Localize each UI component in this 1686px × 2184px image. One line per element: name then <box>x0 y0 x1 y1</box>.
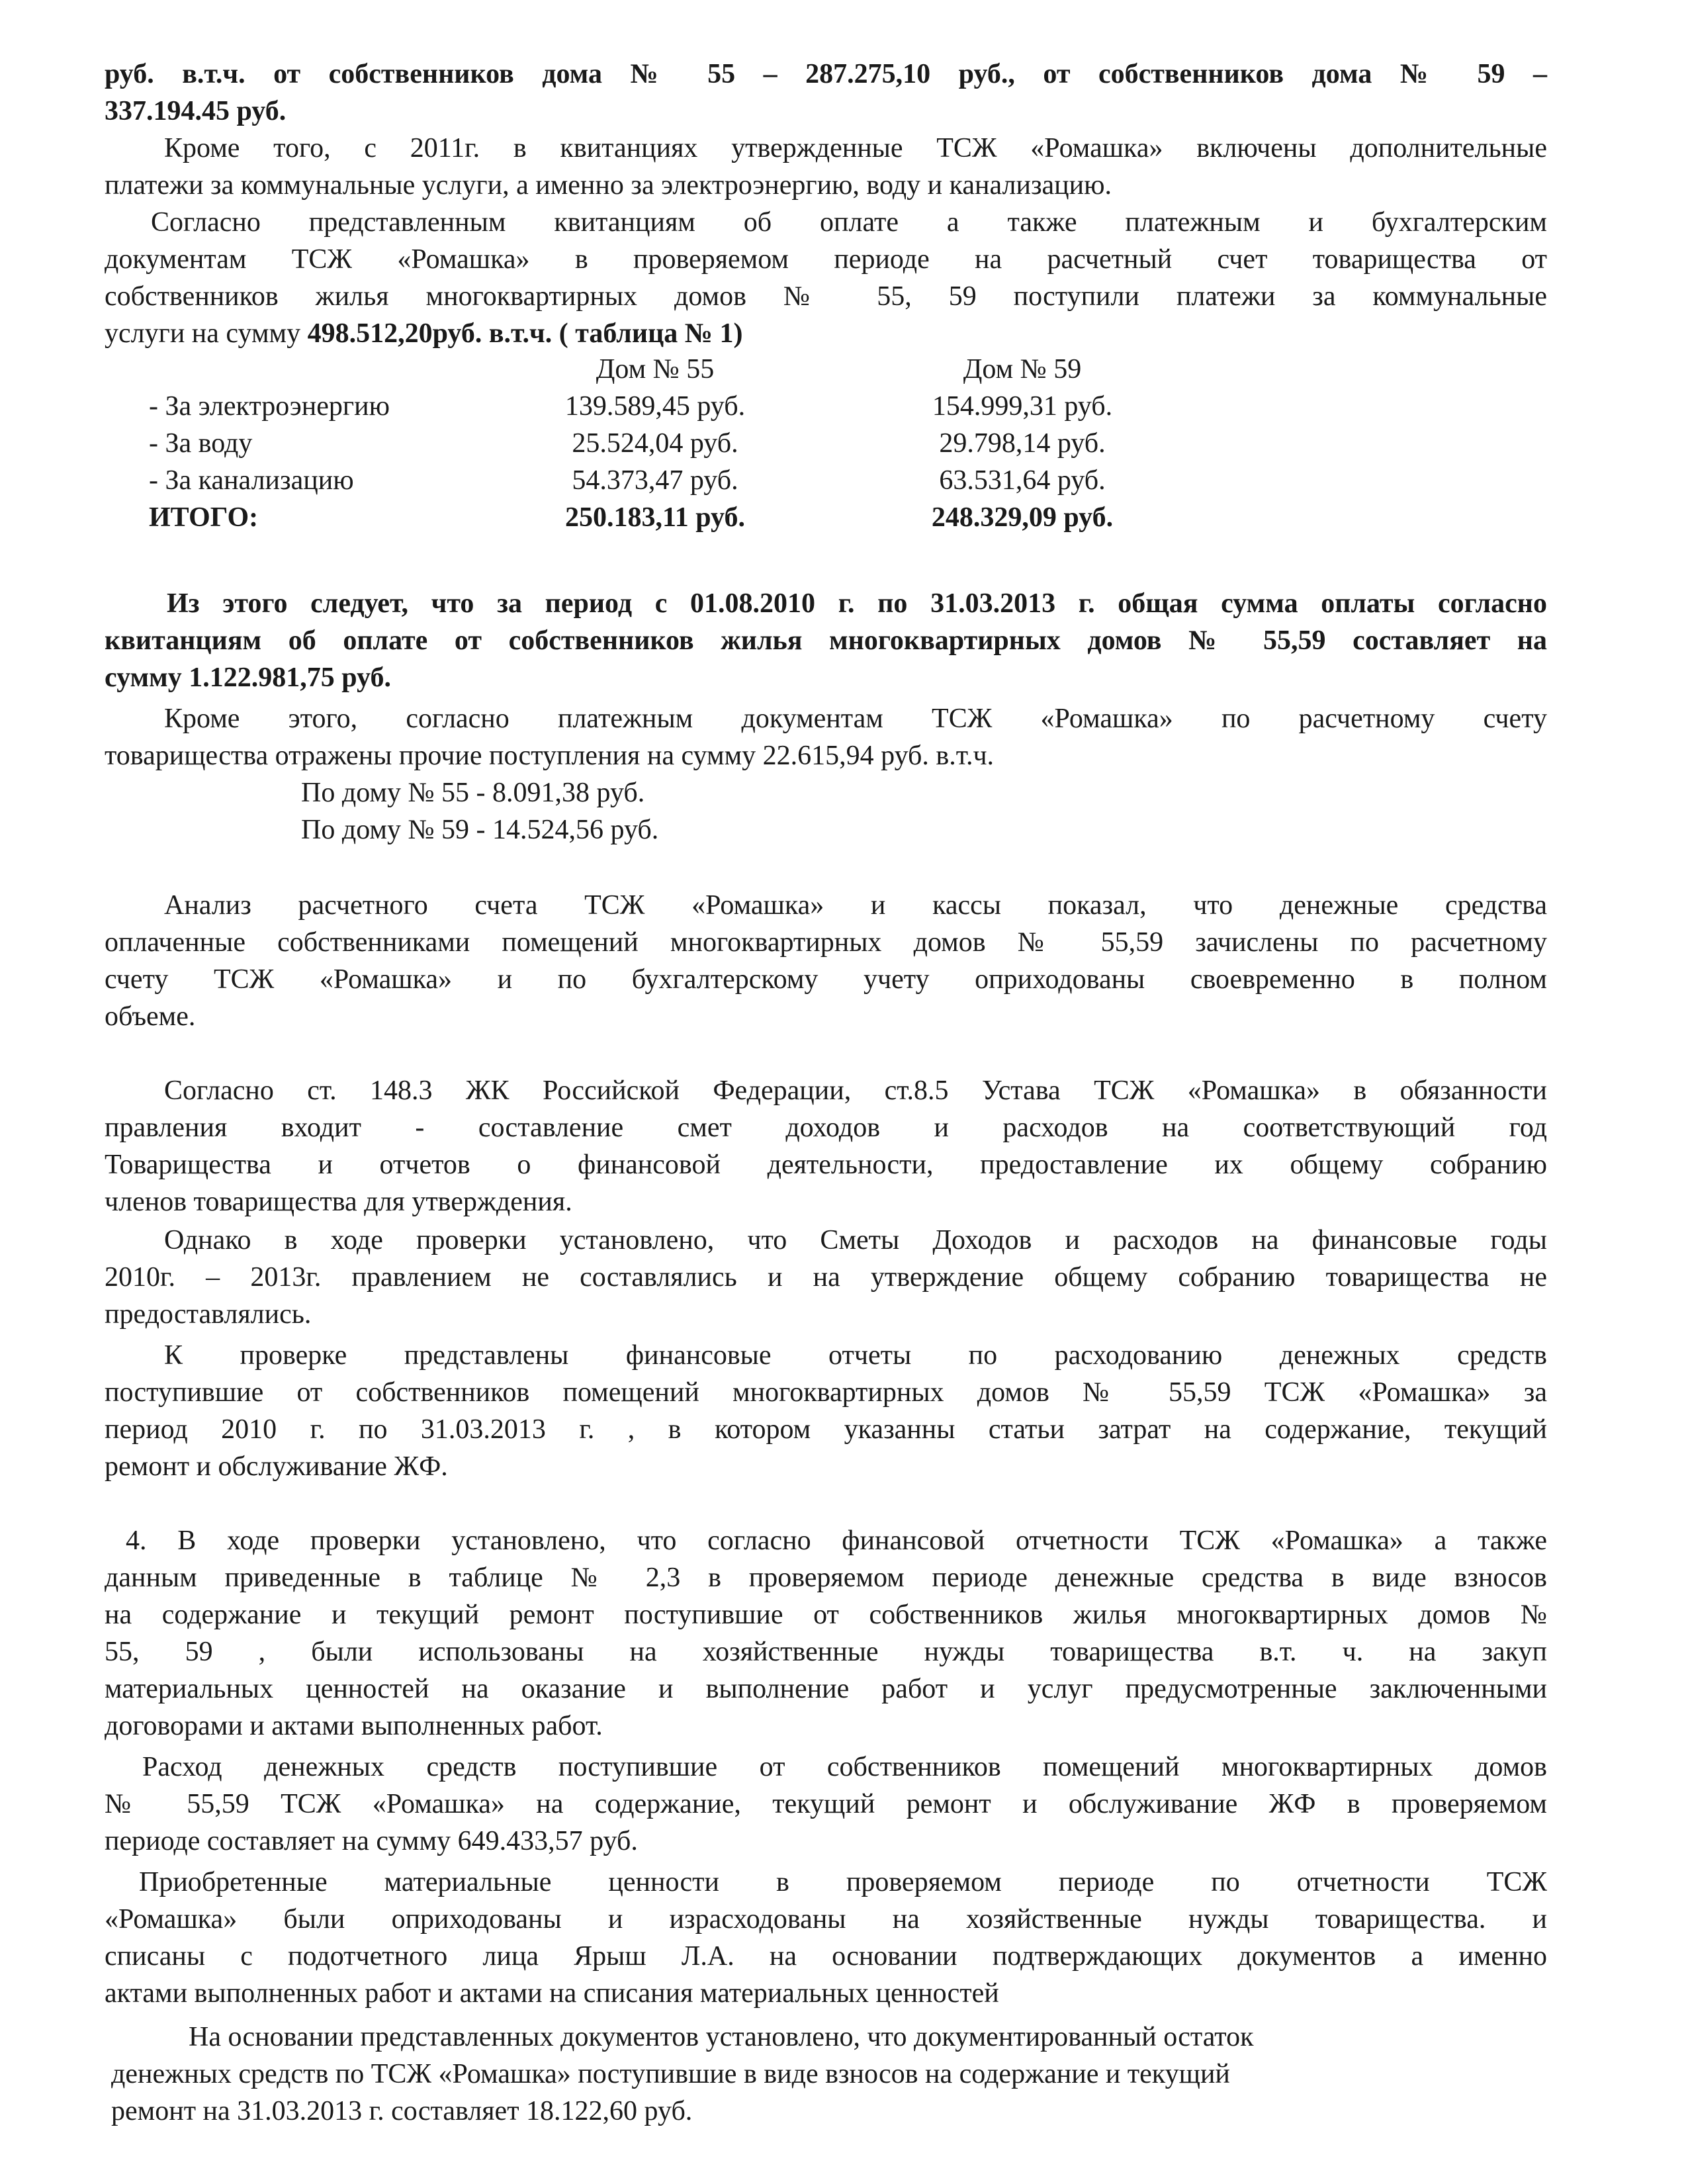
table-cell: 63.531,64 руб. <box>939 465 1106 496</box>
text-line: Кроме того, с 2011г. в квитанциях утвержденные ТСЖ «Ромашка» включены дополнительные <box>164 133 1547 163</box>
text-line: списаны с подотчетного лица Ярыш Л.А. на основании подтверждающих документов а именно <box>105 1941 1547 1972</box>
text-line: оплаченные собственниками помещений многоквартирных домов № 55,59 зачислены по расчетному <box>105 927 1547 958</box>
text-line: документам ТСЖ «Ромашка» в проверяемом периоде на расчетный счет товарищества от <box>105 244 1547 275</box>
table-header: Дом № 55 <box>596 354 715 385</box>
text-line: правления входит - составление смет доходов и расходов на соответствующий год <box>105 1113 1547 1143</box>
text-line: Из этого следует, что за период с 01.08.2010 г. по 31.03.2013 г. общая сумма оплаты согласно <box>167 588 1547 619</box>
table-header: Дом № 59 <box>963 354 1082 385</box>
text-line: квитанциям об оплате от собственников жилья многоквартирных домов № 55,59 составляет на <box>105 625 1547 656</box>
text-line: объеме. <box>105 1001 196 1032</box>
text-line: поступившие от собственников помещений многоквартирных домов № 55,59 ТСЖ «Ромашка» за <box>105 1377 1547 1408</box>
text-line: Согласно представленным квитанциям об оплате а также платежным и бухгалтерским <box>151 207 1547 238</box>
table-cell: 25.524,04 руб. <box>572 428 738 459</box>
text-line <box>105 315 1547 352</box>
text-line: ремонт и обслуживание ЖФ. <box>105 1451 448 1482</box>
table-cell: 29.798,14 руб. <box>939 428 1106 459</box>
text-line: 55, 59 , были использованы на хозяйственные нужды товарищества в.т. ч. на закуп <box>105 1637 1547 1667</box>
text-line: периоде составляет на сумму 649.433,57 руб. <box>105 1826 638 1856</box>
text-line: ремонт на 31.03.2013 г. составляет 18.122,60 руб. <box>111 2096 693 2126</box>
text-line: 337.194.45 руб. <box>105 96 287 126</box>
table-cell: 154.999,31 руб. <box>932 391 1113 422</box>
text-line: членов товарищества для утверждения. <box>105 1187 572 1217</box>
text-line: предоставлялись. <box>105 1299 312 1330</box>
text-line: материальных ценностей на оказание и выполнение работ и услуг предусмотренные заключенными <box>105 1674 1547 1704</box>
text-line: товарищества отражены прочие поступления на сумму 22.615,94 руб. в.т.ч. <box>105 741 995 771</box>
table-cell: 248.329,09 руб. <box>931 502 1114 533</box>
text-line: По дому № 59 - 14.524,56 руб. <box>301 815 659 845</box>
text-line: денежных средств по ТСЖ «Ромашка» поступившие в виде взносов на содержание и текущий <box>111 2059 1230 2089</box>
text-line: счету ТСЖ «Ромашка» и по бухгалтерскому учету оприходованы своевременно в полном <box>105 964 1547 995</box>
sum-highlight: 498.512,20руб. в.т.ч. ( таблица № 1) <box>307 318 743 349</box>
text-line: платежи за коммунальные услуги, а именно за электроэнергию, воду и канализацию. <box>105 170 1112 201</box>
text-line: «Ромашка» были оприходованы и израсходованы на хозяйственные нужды товарищества. и <box>105 1904 1547 1934</box>
text-line: Согласно ст. 148.3 ЖК Российской Федерации, ст.8.5 Устава ТСЖ «Ромашка» в обязанности <box>164 1075 1547 1106</box>
text-line: К проверке представлены финансовые отчеты по расходованию денежных средств <box>164 1340 1547 1371</box>
text-line: Товарищества и отчетов о финансовой деятельности, предоставление их общему собранию <box>105 1150 1547 1180</box>
text-line: сумму 1.122.981,75 руб. <box>105 662 392 693</box>
text-line: Расход денежных средств поступившие от собственников помещений многоквартирных домов <box>142 1752 1547 1782</box>
table-cell: - За канализацию <box>149 465 354 496</box>
table-cell: 54.373,47 руб. <box>572 465 738 496</box>
text-line: Приобретенные материальные ценности в проверяемом периоде по отчетности ТСЖ <box>139 1867 1547 1897</box>
text-line: По дому № 55 - 8.091,38 руб. <box>301 778 645 808</box>
text-line: период 2010 г. по 31.03.2013 г. , в котором указанны статьи затрат на содержание, текущий <box>105 1414 1547 1445</box>
text-line: Однако в ходе проверки установлено, что Сметы Доходов и расходов на финансовые годы <box>164 1225 1547 1255</box>
text-line: Анализ расчетного счета ТСЖ «Ромашка» и кассы показал, что денежные средства <box>164 890 1547 921</box>
text-line: актами выполненных работ и актами на списания материальных ценностей <box>105 1978 999 2009</box>
text-line: 2010г. – 2013г. правлением не составлялись и на утверждение общему собранию товарищества не <box>105 1262 1547 1293</box>
table-cell: 250.183,11 руб. <box>565 502 745 533</box>
text-line: руб. в.т.ч. от собственников дома № 55 – 287.275,10 руб., от собственников дома № 59 – <box>105 59 1547 89</box>
text-line: на содержание и текущий ремонт поступившие от собственников жилья многоквартирных домов № <box>105 1600 1547 1630</box>
text-line: данным приведенные в таблице № 2,3 в проверяемом периоде денежные средства в виде взносов <box>105 1563 1547 1593</box>
text-line: Кроме этого, согласно платежным документам ТСЖ «Ромашка» по расчетному счету <box>164 704 1547 734</box>
table-cell: 139.589,45 руб. <box>564 391 746 422</box>
text-line: собственников жилья многоквартирных домов № 55, 59 поступили платежи за коммунальные <box>105 281 1547 312</box>
text-fragment: услуги на сумму <box>105 318 308 349</box>
text-line: договорами и актами выполненных работ. <box>105 1711 603 1741</box>
text-line: 4. В ходе проверки установлено, что согласно финансовой отчетности ТСЖ «Ромашка» а также <box>126 1525 1547 1556</box>
table-cell: - За электроэнергию <box>149 391 390 422</box>
text-line: № 55,59 ТСЖ «Ромашка» на содержание, текущий ремонт и обслуживание ЖФ в проверяемом <box>105 1789 1547 1819</box>
table-cell: ИТОГО: <box>149 502 259 533</box>
text-line: На основании представленных документов установлено, что документированный остаток <box>189 2022 1254 2052</box>
table-cell: - За воду <box>149 428 253 459</box>
